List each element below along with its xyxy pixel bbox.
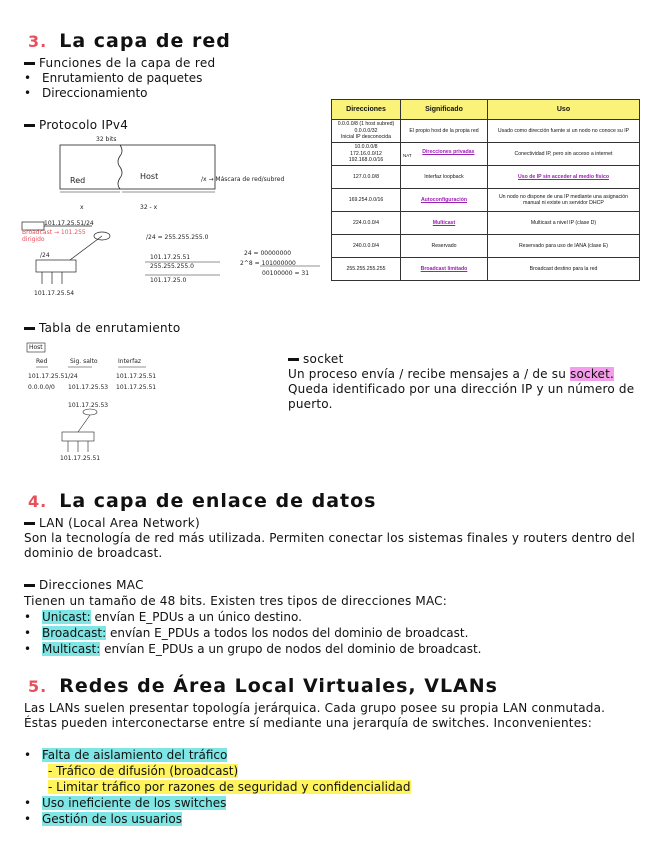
section-title-text: Redes de Área Local Virtuales, VLANs [59,675,498,697]
socket-highlight: socket. [570,367,615,381]
vlan-text: Las LANs suelen presentar topología jerárquica. Cada grupo posee su propia LAN conmutada. Éstas pueden interconectarse entre sí mediante una jerarquía de switches. Inconvenientes: [24,701,606,730]
list-item-text: envían E_PDUs a un único destino. [90,610,302,624]
socket-text-part: Queda identificado por una dirección IP y un número de puerto. [288,382,635,411]
sketch-label: Sig. salto [70,358,98,365]
table-cell [401,143,488,166]
section-4-title [28,490,376,512]
sketch-label: Host [140,172,159,181]
sketch-label: Red [36,358,48,365]
table-cell: 169.254.0.0/16 [332,189,401,212]
routing-heading [24,321,181,335]
sub-list-item [48,780,411,796]
sketch-label: 255.255.255.0 [150,263,194,270]
sketch-label: /24 [40,252,50,259]
term-highlight: Multicast: [42,642,101,656]
table-cell: Uso de IP sin acceder al medio físico [488,166,640,189]
sketch-label: Red [70,176,86,185]
ip-address-table [331,99,640,281]
sketch-label: /x → Máscara de red/subred [201,176,285,183]
sketch-label: 2^8 = 101000000 [240,260,296,267]
table-header-row [332,100,640,120]
section-title-text: La capa de enlace de datos [59,490,377,512]
heading-text: Funciones de la capa de red [39,56,216,70]
table-cell: Reservado para uso de IANA (clase E) [488,235,640,258]
table-cell: 224.0.0.0/4 [332,212,401,235]
list-item: • Multicast: envían E_PDUs a un grupo de nodos del dominio de broadcast. [24,642,482,656]
ipv4-heading [24,118,128,132]
table-cell: Multicast [401,212,488,235]
list-item-text: envían E_PDUs a un grupo de nodos del dominio de broadcast. [100,642,482,656]
sketch-label: 101.17.25.0 [150,277,187,284]
sketch-label: 32 bits [96,136,117,143]
heading-text: Protocolo IPv4 [39,118,129,132]
table-row [332,212,640,235]
table-cell: Broadcast destino para la red [488,258,640,281]
table-cell: 10.0.0.0/8 172.16.0.0/12 192.168.0.0/16 [332,143,401,166]
section-5-title [28,675,498,697]
column-header: Significado [401,100,488,120]
sub-list-item [48,764,238,780]
sketch-label: x [80,204,84,211]
table-cell: Conectividad IP, pero sin acceso a internet [488,143,640,166]
list-item: • Broadcast: envían E_PDUs a todos los nodos del dominio de broadcast. [24,626,469,640]
table-cell: 0.0.0.0/8 (1 host subred) 0.0.0.0/32 Inicial IP desconocida [332,120,401,143]
lan-text: Son la tecnología de red más utilizada. Permiten conectar los sistemas finales y routers dentro del dominio de broadcast. [24,531,636,560]
table-cell: Un nodo no dispone de una IP mediante una asignación manual ni existe un servidor DHCP [488,189,640,212]
list-item: • Enrutamiento de paquetes [24,71,203,85]
heading-text: socket [303,352,344,366]
list-item-text: Gestión de los usuarios [42,812,182,826]
sketch-label: 101.17.25.53 [68,384,109,391]
socket-text-part: Un proceso envía / recibe mensajes a / de su [288,367,571,381]
sketch-label: 101.17.25.51 [60,455,101,462]
sketch-label: 32 - x [140,204,158,211]
heading-text: Tabla de enrutamiento [39,321,181,335]
sketch-label: 101.17.25.51 [116,384,157,391]
mac-heading [24,578,144,592]
table-row [332,143,640,166]
list-item-text: Direccionamiento [42,86,148,100]
table-row [332,120,640,143]
column-header: Direcciones [332,100,401,120]
table-cell: Interfaz loopback [401,166,488,189]
sub-list-item-text: - Tráfico de difusión (broadcast) [48,764,239,778]
sketch-label: Broadcast → 101.255 [22,229,86,236]
table-cell: Multicast a nivel IP (clase D) [488,212,640,235]
sketch-label: 101.17.25.51/24 [28,373,78,380]
sketch-label: 101.17.25.51/24 [44,220,94,227]
list-item-text: Uso ineficiente de los switches [42,796,227,810]
list-item: • Direccionamiento [24,86,148,100]
table-row [332,258,640,281]
list-item: • Uso ineficiente de los switches [24,796,227,810]
table-cell: El propio host de la propia red [401,120,488,143]
sketch-label: 0.0.0.0/0 [28,384,55,391]
sketch-label: dirigido [22,236,45,243]
funciones-heading [24,56,215,70]
socket-text [288,367,648,412]
list-item: • Unicast: envían E_PDUs a un único destino. [24,610,302,624]
sub-list-item-text: - Limitar tráfico por razones de seguridad y confidencialidad [48,780,411,794]
heading-text: Direcciones MAC [39,578,144,592]
table-cell: Usado como dirección fuente si un nodo no conoce su IP [488,120,640,143]
table-cell: 240.0.0.0/4 [332,235,401,258]
table-row [332,166,640,189]
table-cell: Reservado [401,235,488,258]
sketch-label: 101.17.25.53 [68,402,109,409]
sketch-label: 101.17.25.54 [34,290,75,297]
socket-heading [288,352,344,366]
sketch-label: 24 = 00000000 [244,250,292,257]
sketch-label: 00100000 = 31 [262,270,310,277]
table-cell: 127.0.0.0/8 [332,166,401,189]
table-cell: 255.255.255.255 [332,258,401,281]
term-highlight: Unicast: [42,610,91,624]
mac-text: Tienen un tamaño de 48 bits. Existen tres tipos de direcciones MAC: [24,594,447,608]
sketch-label: Interfaz [118,358,142,365]
section-number: 5. [28,677,48,696]
table-row [332,189,640,212]
list-item-text: Falta de aislamiento del tráfico [42,748,228,762]
list-item: • Falta de aislamiento del tráfico [24,748,228,762]
section-number: 4. [28,492,48,511]
term-highlight: Broadcast: [42,626,107,640]
section-3-title [28,30,231,52]
table-cell: Autoconfiguración [401,189,488,212]
table-cell: Broadcast limitado [401,258,488,281]
section-title-text: La capa de red [59,30,231,52]
table-cell-text: Direcciones privadas [422,148,475,155]
sketch-label: /24 = 255.255.255.0 [146,234,209,241]
sketch-label: 101.17.25.51 [150,254,191,261]
list-item-text: envían E_PDUs a todos los nodos del dominio de broadcast. [106,626,469,640]
column-header: Uso [488,100,640,120]
list-item-text: Enrutamiento de paquetes [42,71,203,85]
list-item: • Gestión de los usuarios [24,812,182,826]
table-row [332,235,640,258]
lan-heading [24,516,200,530]
sketch-label: Host [29,344,43,351]
section-number: 3. [28,32,48,51]
nat-note: NAT [403,152,412,158]
heading-text: LAN (Local Area Network) [39,516,200,530]
sketch-label: 101.17.25.51 [116,373,157,380]
